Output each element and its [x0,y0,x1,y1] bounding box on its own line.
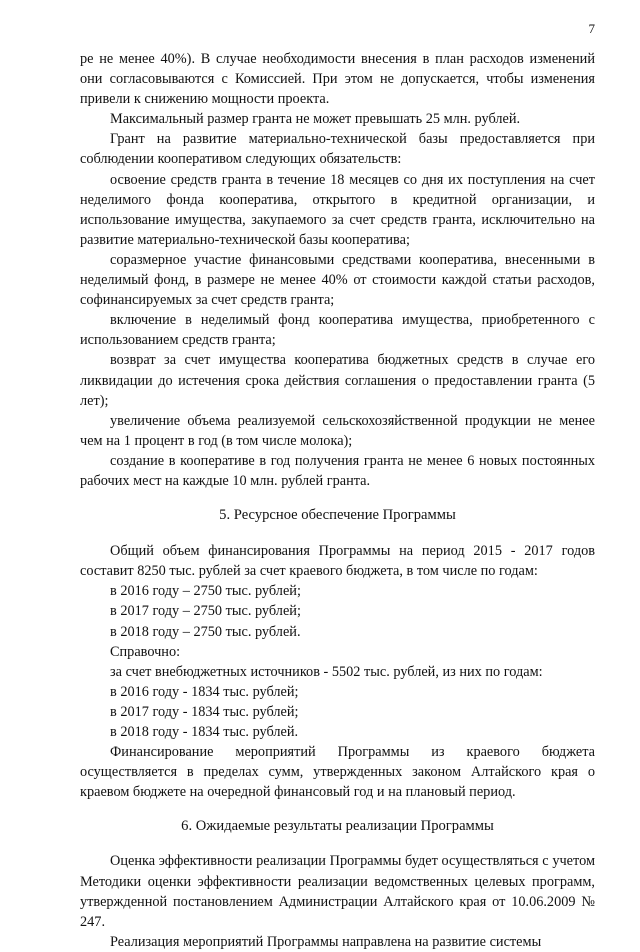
financing-year-2016: в 2016 году – 2750 тыс. рублей; [110,583,301,600]
obligation-item-production-increase: увеличение объема реализуемой сельскохозяйственной продукции не менее чем на 1 процент в год (в том числе молока); [80,412,595,449]
paragraph-implementation: Реализация мероприятий Программы направлена на развитие системы [110,933,542,950]
financing-year-2018: в 2018 году – 2750 тыс. рублей. [110,623,301,640]
obligation-item-use-of-funds: освоение средств гранта в течение 18 месяцев со дня их поступления на счет неделимого фонда кооператива, открытого в кредитной организации, и использование имущества, закупаемого за счет средств гранта, исключительно на развитие материально-технической базы кооператива; [80,171,595,248]
paragraph-total-financing: Общий объем финансирования Программы на период 2015 - 2017 годов составит 8250 тыс. рублей за счет краевого бюджета, в том числе по годам: [80,543,595,580]
obligation-item-property-inclusion: включение в неделимый фонд кооператива имущества, приобретенного с использованием средств гранта; [80,312,595,349]
paragraph-max-grant: Максимальный размер гранта не может превышать 25 млн. рублей. [110,111,521,128]
document-body [80,49,595,952]
obligation-item-cofinancing: соразмерное участие финансовыми средствами кооператива, внесенными в неделимый фонд, в размере не менее 40% от стоимости каждой статьи расходов, софинансируемых за счет средств гранта; [80,251,595,309]
paragraph-efficiency-evaluation: Оценка эффективности реализации Программы будет осуществляться с учетом Методики оценки эффективности реализации ведомственных целевых программ, утвержденной постановлением Администрации Алтайского края от 10.06.2009 № 247. [80,853,595,930]
obligation-item-refund: возврат за счет имущества кооператива бюджетных средств в случае его ликвидации до истечения срока действия соглашения о предоставлении гранта (5 лет); [80,352,595,409]
section-heading-expected-results: 6. Ожидаемые результаты реализации Программы [181,818,494,835]
section-heading-resources: 5. Ресурсное обеспечение Программы [219,507,456,524]
extrabudgetary-year-2016: в 2016 году - 1834 тыс. рублей; [110,683,299,700]
paragraph-extrabudgetary: за счет внебюджетных источников - 5502 тыс. рублей, из них по годам: [110,663,543,680]
extrabudgetary-year-2018: в 2018 году - 1834 тыс. рублей. [110,724,299,740]
paragraph-continuation: ре не менее 40%). В случае необходимости внесения в план расходов изменений они согласовываются с Комиссией. При этом не допускается, чтобы изменения привели к снижению мощности проекта. [80,51,595,108]
extrabudgetary-year-2017: в 2017 году - 1834 тыс. рублей; [110,703,299,720]
obligation-item-new-jobs: создание в кооперативе в год получения гранта не менее 6 новых постоянных рабочих мест на каждые 10 млн. рублей гранта. [80,452,595,489]
financing-year-2017: в 2017 году – 2750 тыс. рублей; [110,603,301,620]
page-number: 7 [588,21,595,36]
paragraph-regional-budget: Финансирование мероприятий Программы из краевого бюджета осуществляется в пределах сумм, утвержденных законом Алтайского края о краевом бюджете на очередной финансовый год и на плановый период. [80,744,595,801]
reference-label: Справочно: [110,643,181,660]
paragraph-grant-conditions: Грант на развитие материально-технической базы предоставляется при соблюдении кооперативом следующих обязательств: [80,131,595,168]
